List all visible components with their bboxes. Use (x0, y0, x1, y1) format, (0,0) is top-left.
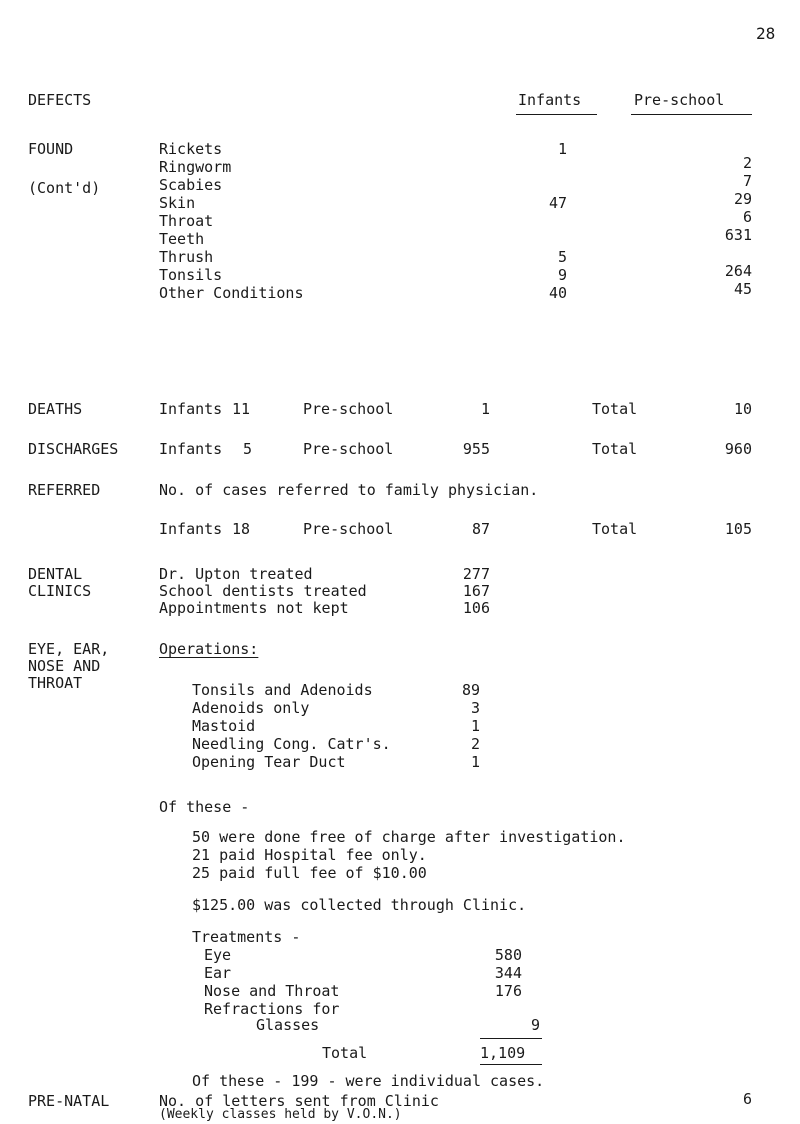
prenatal-letters-line: No. of letters sent from Clinic (159, 1092, 439, 1110)
deaths-infants-label: Infants (159, 400, 223, 418)
header-underline-preschool (631, 114, 752, 115)
treatments-heading: Treatments - (192, 928, 301, 946)
found-row-name: Ringworm (159, 158, 232, 176)
discharges-infants-value: 5 (243, 440, 253, 458)
referred-preschool-label: Pre-school (303, 520, 394, 538)
found-row-name: Tonsils (159, 266, 223, 284)
found-row-preschool: 2 (742, 154, 752, 172)
section-label-found-contd: (Cont'd) (28, 179, 101, 197)
found-row-infants: 47 (548, 194, 567, 212)
found-row-preschool: 7 (742, 172, 752, 190)
operation-row-value: 89 (461, 681, 480, 699)
found-row-name: Thrush (159, 248, 214, 266)
payment-line-free: 50 were done free of charge after investigation. (192, 828, 626, 846)
prenatal-weekly-classes-line: (Weekly classes held by V.O.N.) (159, 1107, 402, 1122)
section-label-throat: THROAT (28, 674, 83, 692)
section-label-eye-ear: EYE, EAR, (28, 640, 110, 658)
referred-total-label: Total (592, 520, 638, 538)
refractions-label: Refractions for (204, 1000, 340, 1018)
section-label-prenatal: PRE-NATAL (28, 1092, 110, 1110)
payment-line-full-fee: 25 paid full fee of $10.00 (192, 864, 427, 882)
deaths-total-value: 10 (733, 400, 752, 418)
found-row-infants: 1 (557, 140, 567, 158)
found-row-name: Skin (159, 194, 196, 212)
dental-row-name: Appointments not kept (159, 599, 349, 617)
found-row-infants: 9 (557, 266, 567, 284)
dental-row-value: 277 (462, 565, 490, 583)
discharges-total-value: 960 (724, 440, 752, 458)
deaths-preschool-label: Pre-school (303, 400, 394, 418)
collected-amount: $125.00 was collected through Clinic. (192, 896, 527, 914)
dental-row-value: 167 (462, 582, 490, 600)
found-row-name: Rickets (159, 140, 223, 158)
referred-infants-value: 18 (232, 520, 251, 538)
section-heading-defects: DEFECTS (28, 91, 92, 109)
header-underline-infants (516, 114, 597, 115)
referred-preschool-value: 87 (471, 520, 490, 538)
total-rule-top (480, 1038, 542, 1039)
referred-note: No. of cases referred to family physician. (159, 481, 539, 499)
operation-row-name: Opening Tear Duct (192, 753, 346, 771)
operation-row-name: Adenoids only (192, 699, 310, 717)
section-label-dental: DENTAL (28, 565, 83, 583)
found-row-infants: 40 (548, 284, 567, 302)
section-label-nose-and: NOSE AND (28, 657, 101, 675)
found-row-preschool: 631 (724, 226, 752, 244)
section-label-clinics: CLINICS (28, 582, 92, 600)
found-row-preschool: 29 (733, 190, 752, 208)
deaths-preschool-value: 1 (480, 400, 490, 418)
discharges-infants-label: Infants (159, 440, 223, 458)
operations-heading: Operations: (159, 640, 259, 658)
operation-row-name: Mastoid (192, 717, 256, 735)
section-label-found: FOUND (28, 140, 74, 158)
discharges-preschool-label: Pre-school (303, 440, 394, 458)
prenatal-letters-value: 6 (742, 1090, 752, 1108)
payment-line-hospital-fee: 21 paid Hospital fee only. (192, 846, 427, 864)
referred-total-value: 105 (724, 520, 752, 538)
of-these-label: Of these - (159, 798, 250, 816)
treatment-row-name: Eye (204, 946, 232, 964)
section-label-referred: REFERRED (28, 481, 101, 499)
individual-cases: Of these - 199 - were individual cases. (192, 1072, 545, 1090)
found-row-name: Other Conditions (159, 284, 304, 302)
treatment-row-name: Ear (204, 964, 232, 982)
operation-row-name: Needling Cong. Catr's. (192, 735, 391, 753)
found-row-preschool: 264 (724, 262, 752, 280)
dental-row-value: 106 (462, 599, 490, 617)
operation-row-name: Tonsils and Adenoids (192, 681, 373, 699)
column-header-infants: Infants (518, 91, 582, 109)
column-header-preschool: Pre-school (634, 91, 725, 109)
found-row-name: Scabies (159, 176, 223, 194)
discharges-total-label: Total (592, 440, 638, 458)
referred-infants-label: Infants (159, 520, 223, 538)
operation-row-value: 1 (470, 753, 480, 771)
treatment-row-value: 344 (494, 964, 522, 982)
operation-row-value: 3 (470, 699, 480, 717)
dental-row-name: Dr. Upton treated (159, 565, 313, 583)
treatment-row-name: Nose and Throat (204, 982, 340, 1000)
glasses-label: Glasses (256, 1016, 320, 1034)
page-number: 28 (756, 24, 776, 43)
dental-row-name: School dentists treated (159, 582, 367, 600)
found-row-name: Throat (159, 212, 214, 230)
refractions-value: 9 (530, 1016, 540, 1034)
section-label-deaths: DEATHS (28, 400, 83, 418)
found-row-name: Teeth (159, 230, 205, 248)
treatments-total-label: Total (322, 1044, 368, 1062)
total-rule-bottom (480, 1064, 542, 1065)
treatment-row-value: 580 (494, 946, 522, 964)
found-row-preschool: 45 (733, 280, 752, 298)
operation-row-value: 1 (470, 717, 480, 735)
deaths-total-label: Total (592, 400, 638, 418)
treatments-total-value: 1,109 (480, 1044, 526, 1062)
found-row-preschool: 6 (742, 208, 752, 226)
found-row-infants: 5 (557, 248, 567, 266)
discharges-preschool-value: 955 (462, 440, 490, 458)
treatment-row-value: 176 (494, 982, 522, 1000)
deaths-infants-value: 11 (232, 400, 251, 418)
section-label-discharges: DISCHARGES (28, 440, 119, 458)
operation-row-value: 2 (470, 735, 480, 753)
